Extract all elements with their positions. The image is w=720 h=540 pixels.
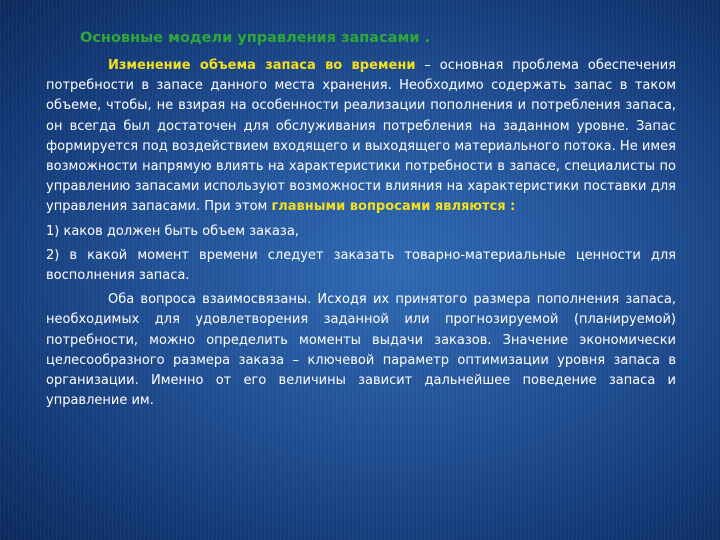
paragraph-intro xyxy=(46,56,676,218)
conclusion-text: Оба вопроса взаимосвязаны. Исходя их принятого размера пополнения запаса, необходимых для удовлетворения заданной или прогнозируемой (планируемой) потребности, можно определить моменты выдачи заказов. Значение экономически целесообразного размера заказа – ключевой параметр оптимизации уровня запаса в организации. Именно от его величины зависит дальнейшее поведение запаса и управление им. xyxy=(46,292,676,409)
intro-text: – основная проблема обеспечения потребности в запасе данного места хранения. Необходимо содержать запас в таком объеме, чтобы, не взирая на особенности реализации пополнения и потребления запаса, он всегда был достаточен для обслуживания потребления на заданном уровне. Запас формируется под воздействием входящего и выходящего материального потока. Не имея возможности напрямую влиять на характеристики потребности в запасе, специалисты по управлению запасами используют возможности влияния на характеристики поставки для управления запасами. При этом xyxy=(46,58,676,215)
key-questions-label: главными вопросами являются : xyxy=(271,199,516,215)
question-item-2: 2) в какой момент времени следует заказать товарно-материальные ценности для восполнения запаса. xyxy=(46,247,676,284)
intro-heading: Изменение объема запаса во времени xyxy=(108,58,416,73)
question-item-1: 1) каков должен быть объем заказа, xyxy=(46,223,299,239)
slide-body xyxy=(46,56,676,411)
paragraph-conclusion xyxy=(46,290,676,411)
slide-title: Основные модели управления запасами . xyxy=(80,30,431,46)
